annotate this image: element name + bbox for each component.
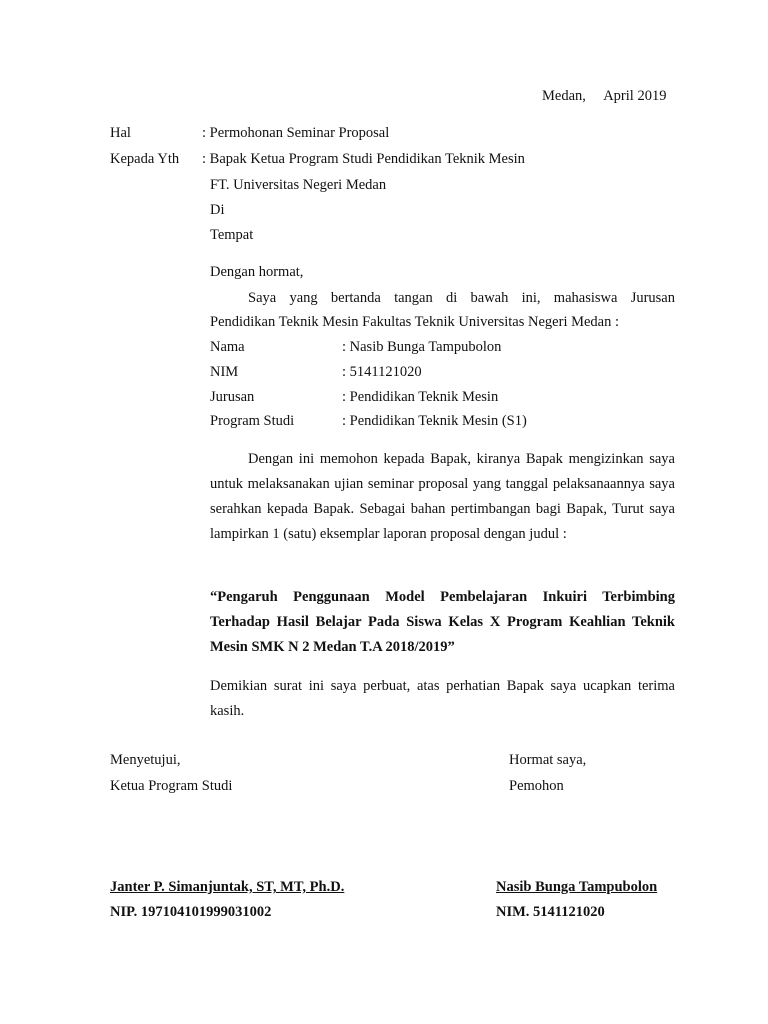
greeting: Dengan hormat, [210,264,304,280]
field-label-jurusan: Jurusan [210,389,255,405]
field-label-prodi: Program Studi [210,413,295,429]
approver-nip: NIP. 197104101999031002 [110,904,272,920]
kepada-value: : Bapak Ketua Program Studi Pendidikan Teknik Mesin [202,151,525,167]
place-date: Medan, April 2019 [542,88,667,104]
field-value-nama: : Nasib Bunga Tampubolon [342,339,502,355]
approver-name: Janter P. Simanjuntak, ST, MT, Ph.D. [110,879,345,895]
closing-paragraph: Demikian surat ini saya perbuat, atas perhatian Bapak saya ucapkan terima kasih. [210,678,675,719]
applicant-nim: NIM. 5141121020 [496,904,605,920]
intro-line-1: Saya yang bertanda tangan di bawah ini, mahasiswa Jurusan [248,290,675,306]
hal-value: : Permohonan Seminar Proposal [202,125,390,141]
kepada-label: Kepada Yth [110,151,180,167]
field-value-prodi: : Pendidikan Teknik Mesin (S1) [342,413,527,429]
approval-label: Menyetujui, [110,752,181,768]
applicant-name: Nasib Bunga Tampubolon [496,879,658,895]
address-line: FT. Universitas Negeri Medan [210,177,387,193]
field-label-nim: NIM [210,364,239,380]
field-value-jurusan: : Pendidikan Teknik Mesin [342,389,499,405]
hal-label: Hal [110,125,131,141]
field-label-nama: Nama [210,339,245,355]
proposal-title: “Pengaruh Penggunaan Model Pembelajaran Inkuiri Terbimbing Terhadap Hasil Belajar Pada Siswa Kelas X Program Keahlian Teknik Mesin SMK N 2 Medan T.A 2018/2019” [210,589,675,655]
intro-line-2: Pendidikan Teknik Mesin Fakultas Teknik Universitas Negeri Medan : [210,314,620,330]
field-value-nim: : 5141121020 [342,364,422,380]
regards-label: Hormat saya, [509,752,587,768]
applicant-role: Pemohon [509,778,564,794]
address-line: Tempat [210,227,254,243]
approver-role: Ketua Program Studi [110,778,233,794]
request-paragraph: Dengan ini memohon kepada Bapak, kiranya Bapak mengizinkan saya untuk melaksanakan ujian seminar proposal yang tanggal pelaksanaannya saya serahkan kepada Bapak. Sebagai bahan pertimbangan bagi Bapak, Turut saya lampirkan 1 (satu) eksemplar laporan proposal dengan judul : [210,451,675,542]
address-line: Di [210,202,225,218]
